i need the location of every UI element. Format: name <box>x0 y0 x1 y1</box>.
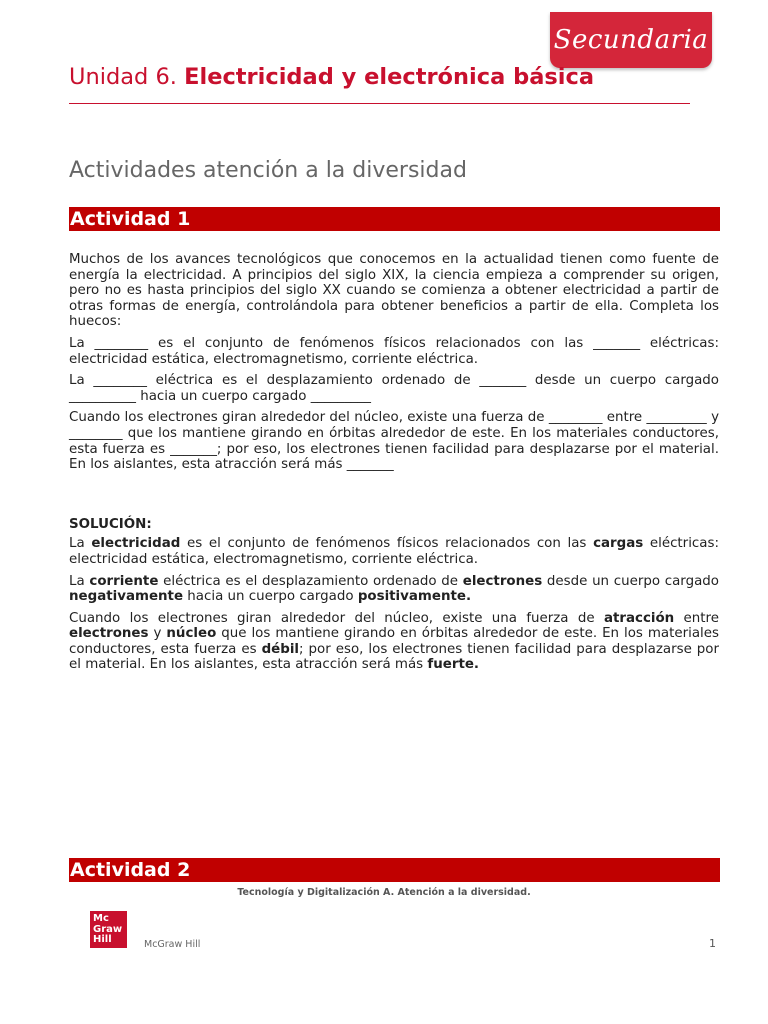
question-2: La ________ eléctrica es el desplazamiento ordenado de _______ desde un cuerpo cargado __________ hacia un cuerpo cargado _________ <box>69 373 719 404</box>
footer-course: Tecnología y Digitalización A. Atención a la diversidad. <box>237 887 531 898</box>
solution-1: La electricidad es el conjunto de fenómenos físicos relacionados con las cargas eléctricas: electricidad estática, electromagnetismo, corriente eléctrica. <box>69 536 719 567</box>
activity-1-label: Actividad 1 <box>70 208 191 230</box>
activity-1-header <box>69 207 720 231</box>
secundaria-badge <box>550 12 712 68</box>
activity-1-content <box>69 252 719 679</box>
unit-prefix: Unidad 6. <box>69 64 177 90</box>
section-title: Actividades atención a la diversidad <box>69 158 467 183</box>
mcgraw-hill-logo: Mc Graw Hill <box>90 911 127 948</box>
question-3: Cuando los electrones giran alrededor del núcleo, existe una fuerza de ________ entre _________ y ________ que los mantiene girando en órbitas alrededor de este. En los materiales conductores, esta fuerza es _______; por eso, los electrones tienen facilidad para desplazarse por el material. En los aislantes, esta atracción será más _______ <box>69 410 719 473</box>
solution-label: SOLUCIÓN: <box>69 516 152 532</box>
unit-title <box>69 64 594 90</box>
page-number: 1 <box>709 937 716 950</box>
activity-2-header <box>69 858 720 882</box>
footer-brand: McGraw Hill <box>144 939 201 950</box>
title-divider <box>69 103 690 104</box>
solution-3: Cuando los electrones giran alrededor del núcleo, existe una fuerza de atracción entre electrones y núcleo que los mantiene girando en órbitas alrededor de este. En los materiales conductores, esta fuerza es débil; por eso, los electrones tienen facilidad para desplazarse por el material. En los aislantes, esta atracción será más fuerte. <box>69 610 720 673</box>
badge-label: Secundaria <box>553 25 709 55</box>
unit-name: Electricidad y electrónica básica <box>184 64 595 90</box>
question-1: La ________ es el conjunto de fenómenos físicos relacionados con las _______ eléctricas: electricidad estática, electromagnetismo, corriente eléctrica. <box>69 335 719 367</box>
activity-1-intro: Muchos de los avances tecnológicos que conocemos en la actualidad tienen como fuente de energía la electricidad. A principios del siglo XIX, la ciencia empieza a comprender su origen, pero no es hasta principios del siglo XX cuando se comienza a obtener electricidad a partir de otras formas de energía, controlándola para obtener beneficios a partir de ella. Completa los huecos: <box>69 252 719 330</box>
solution-2: La corriente eléctrica es el desplazamiento ordenado de electrones desde un cuerpo cargado negativamente hacia un cuerpo cargado positivamente. <box>69 573 719 605</box>
activity-2-label: Actividad 2 <box>70 859 191 881</box>
